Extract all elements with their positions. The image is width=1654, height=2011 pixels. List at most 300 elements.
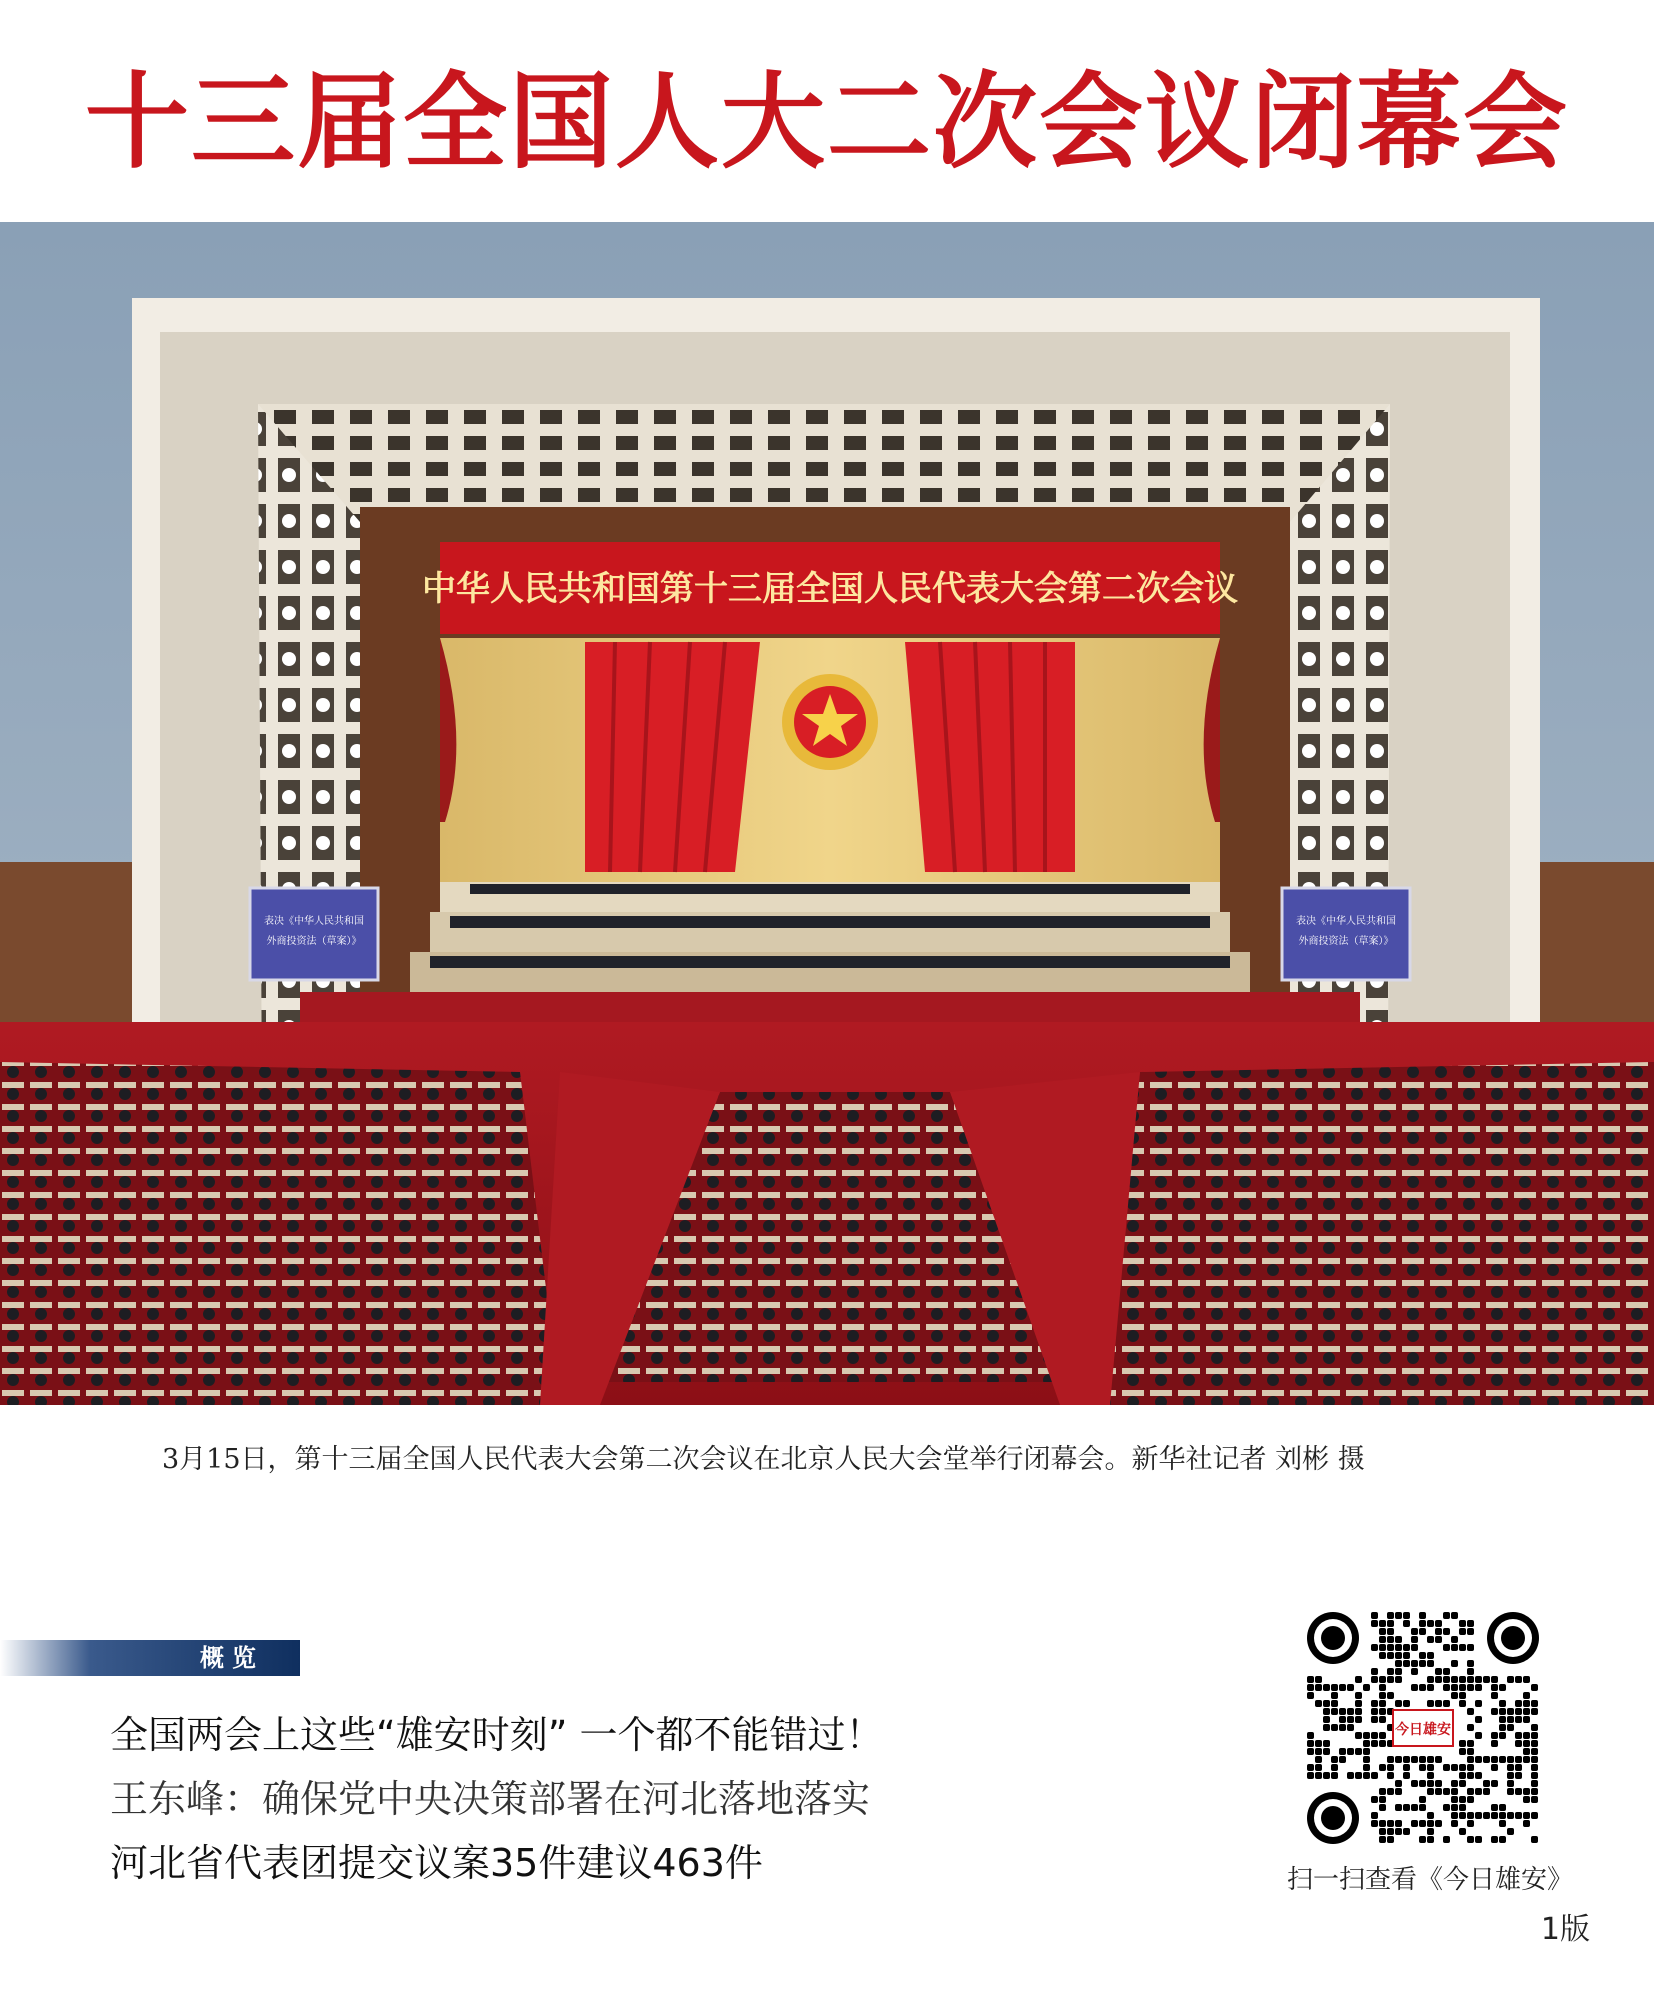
qr-module xyxy=(1315,1676,1322,1683)
qr-module xyxy=(1395,1780,1402,1787)
qr-module xyxy=(1379,1828,1386,1835)
qr-module xyxy=(1395,1636,1402,1643)
qr-module xyxy=(1475,1788,1482,1795)
qr-module xyxy=(1523,1820,1530,1827)
qr-module xyxy=(1443,1700,1450,1707)
headline-item[interactable]: 王东峰：确保党中央决策部署在河北落地落实 xyxy=(110,1777,871,1821)
qr-module xyxy=(1483,1788,1490,1795)
qr-module xyxy=(1419,1620,1426,1627)
qr-module xyxy=(1499,1804,1506,1811)
qr-module xyxy=(1515,1756,1522,1763)
qr-module xyxy=(1427,1820,1434,1827)
qr-module xyxy=(1411,1780,1418,1787)
section-header-bar xyxy=(0,1640,300,1676)
qr-module xyxy=(1315,1740,1322,1747)
qr-module xyxy=(1467,1668,1474,1675)
qr-module xyxy=(1451,1644,1458,1651)
assembly-hall-photo xyxy=(0,222,1654,1405)
banner-text: 中华人民共和国第十三届全国人民代表大会第二次会议 xyxy=(422,569,1238,609)
qr-module xyxy=(1459,1796,1466,1803)
qr-module xyxy=(1427,1652,1434,1659)
qr-module xyxy=(1387,1636,1394,1643)
headline-item[interactable]: 河北省代表团提交议案35件建议463件 xyxy=(110,1841,763,1885)
qr-module xyxy=(1467,1788,1474,1795)
qr-module xyxy=(1419,1804,1426,1811)
qr-module xyxy=(1515,1772,1522,1779)
qr-module xyxy=(1419,1780,1426,1787)
qr-module xyxy=(1435,1620,1442,1627)
qr-module xyxy=(1427,1764,1434,1771)
qr-module xyxy=(1307,1676,1314,1683)
qr-module xyxy=(1459,1700,1466,1707)
qr-module xyxy=(1395,1652,1402,1659)
qr-module xyxy=(1467,1812,1474,1819)
qr-module xyxy=(1451,1692,1458,1699)
qr-module xyxy=(1315,1772,1322,1779)
qr-module xyxy=(1411,1684,1418,1691)
qr-module xyxy=(1523,1732,1530,1739)
qr-module xyxy=(1307,1740,1314,1747)
qr-module xyxy=(1499,1724,1506,1731)
qr-module xyxy=(1507,1716,1514,1723)
qr-module xyxy=(1515,1732,1522,1739)
qr-module xyxy=(1531,1684,1538,1691)
qr-module xyxy=(1427,1788,1434,1795)
qr-module xyxy=(1379,1716,1386,1723)
qr-module xyxy=(1491,1740,1498,1747)
qr-module xyxy=(1515,1708,1522,1715)
qr-module xyxy=(1427,1660,1434,1667)
qr-module xyxy=(1451,1764,1458,1771)
qr-module xyxy=(1467,1748,1474,1755)
qr-module xyxy=(1371,1668,1378,1675)
qr-module xyxy=(1403,1644,1410,1651)
qr-module xyxy=(1443,1644,1450,1651)
qr-module xyxy=(1531,1732,1538,1739)
qr-module xyxy=(1419,1836,1426,1843)
qr-module xyxy=(1323,1684,1330,1691)
qr-module xyxy=(1491,1812,1498,1819)
qr-module xyxy=(1467,1796,1474,1803)
qr-module xyxy=(1347,1716,1354,1723)
qr-module xyxy=(1371,1772,1378,1779)
qr-module xyxy=(1379,1740,1386,1747)
qr-module xyxy=(1507,1764,1514,1771)
qr-module xyxy=(1379,1836,1386,1843)
qr-module xyxy=(1419,1756,1426,1763)
qr-module xyxy=(1499,1812,1506,1819)
qr-module xyxy=(1347,1684,1354,1691)
right-screen-line-1: 表决《中华人民共和国 xyxy=(1296,916,1396,927)
qr-module xyxy=(1531,1780,1538,1787)
qr-module xyxy=(1531,1764,1538,1771)
qr-module xyxy=(1523,1748,1530,1755)
qr-module xyxy=(1387,1692,1394,1699)
qr-module xyxy=(1427,1772,1434,1779)
qr-module xyxy=(1379,1788,1386,1795)
page-headline: 十三届全国人大二次会议闭幕会 xyxy=(84,60,1569,183)
qr-module xyxy=(1467,1740,1474,1747)
qr-module xyxy=(1379,1628,1386,1635)
qr-module xyxy=(1411,1804,1418,1811)
qr-module xyxy=(1387,1820,1394,1827)
qr-caption: 扫一扫查看《今日雄安》 xyxy=(1286,1865,1573,1895)
qr-module xyxy=(1323,1772,1330,1779)
qr-module xyxy=(1451,1796,1458,1803)
qr-module xyxy=(1419,1612,1426,1619)
qr-module xyxy=(1395,1668,1402,1675)
qr-module xyxy=(1387,1628,1394,1635)
qr-module xyxy=(1459,1644,1466,1651)
qr-module xyxy=(1491,1692,1498,1699)
qr-module xyxy=(1315,1700,1322,1707)
qr-module xyxy=(1459,1804,1466,1811)
qr-module xyxy=(1451,1684,1458,1691)
qr-module xyxy=(1355,1676,1362,1683)
qr-module xyxy=(1331,1684,1338,1691)
qr-module xyxy=(1387,1836,1394,1843)
qr-module xyxy=(1467,1684,1474,1691)
qr-module xyxy=(1403,1756,1410,1763)
qr-module xyxy=(1491,1836,1498,1843)
qr-module xyxy=(1411,1668,1418,1675)
qr-module xyxy=(1459,1740,1466,1747)
qr-module xyxy=(1331,1692,1338,1699)
qr-module xyxy=(1435,1788,1442,1795)
qr-module xyxy=(1371,1644,1378,1651)
qr-module xyxy=(1475,1772,1482,1779)
qr-module xyxy=(1387,1828,1394,1835)
qr-module xyxy=(1507,1812,1514,1819)
qr-module xyxy=(1491,1732,1498,1739)
qr-module xyxy=(1483,1676,1490,1683)
qr-module xyxy=(1467,1660,1474,1667)
qr-module xyxy=(1531,1740,1538,1747)
qr-module xyxy=(1355,1772,1362,1779)
qr-module xyxy=(1483,1756,1490,1763)
qr-module xyxy=(1483,1780,1490,1787)
qr-module xyxy=(1339,1748,1346,1755)
qr-module xyxy=(1531,1708,1538,1715)
qr-module xyxy=(1443,1764,1450,1771)
qr-module xyxy=(1347,1772,1354,1779)
qr-module xyxy=(1355,1708,1362,1715)
qr-module xyxy=(1499,1708,1506,1715)
qr-module xyxy=(1371,1612,1378,1619)
qr-module xyxy=(1459,1628,1466,1635)
qr-module xyxy=(1371,1796,1378,1803)
qr-module xyxy=(1443,1684,1450,1691)
qr-module xyxy=(1339,1724,1346,1731)
qr-module xyxy=(1355,1748,1362,1755)
qr-module xyxy=(1323,1748,1330,1755)
qr-module xyxy=(1523,1756,1530,1763)
qr-module xyxy=(1419,1820,1426,1827)
qr-module xyxy=(1467,1620,1474,1627)
qr-module xyxy=(1443,1788,1450,1795)
qr-module xyxy=(1307,1748,1314,1755)
qr-module xyxy=(1411,1628,1418,1635)
qr-module xyxy=(1371,1732,1378,1739)
qr-module xyxy=(1395,1660,1402,1667)
qr-module xyxy=(1307,1772,1314,1779)
qr-module xyxy=(1395,1676,1402,1683)
qr-module xyxy=(1315,1756,1322,1763)
qr-module xyxy=(1411,1660,1418,1667)
qr-module xyxy=(1387,1668,1394,1675)
qr-module xyxy=(1419,1652,1426,1659)
qr-module xyxy=(1475,1684,1482,1691)
headline-item[interactable]: 全国两会上这些“雄安时刻” 一个都不能错过！ xyxy=(110,1713,884,1757)
qr-module xyxy=(1507,1780,1514,1787)
qr-module xyxy=(1371,1700,1378,1707)
qr-module xyxy=(1403,1804,1410,1811)
qr-module xyxy=(1523,1812,1530,1819)
qr-module xyxy=(1331,1708,1338,1715)
qr-module xyxy=(1499,1732,1506,1739)
qr-module xyxy=(1363,1772,1370,1779)
qr-module xyxy=(1459,1676,1466,1683)
qr-module xyxy=(1307,1732,1314,1739)
qr-module xyxy=(1467,1836,1474,1843)
qr-module xyxy=(1475,1756,1482,1763)
qr-module xyxy=(1427,1684,1434,1691)
qr-module xyxy=(1379,1652,1386,1659)
qr-module xyxy=(1315,1748,1322,1755)
qr-module xyxy=(1411,1644,1418,1651)
qr-module xyxy=(1507,1772,1514,1779)
qr-module xyxy=(1515,1716,1522,1723)
qr-module xyxy=(1347,1724,1354,1731)
qr-module xyxy=(1411,1820,1418,1827)
qr-module xyxy=(1451,1820,1458,1827)
qr-module xyxy=(1371,1820,1378,1827)
qr-module xyxy=(1475,1716,1482,1723)
qr-module xyxy=(1475,1812,1482,1819)
qr-module xyxy=(1419,1628,1426,1635)
qr-module xyxy=(1499,1716,1506,1723)
qr-module xyxy=(1443,1804,1450,1811)
qr-module xyxy=(1515,1788,1522,1795)
page-number: 1版 xyxy=(1540,1912,1590,1947)
qr-module xyxy=(1451,1788,1458,1795)
qr-module xyxy=(1467,1708,1474,1715)
qr-module xyxy=(1523,1692,1530,1699)
qr-module xyxy=(1395,1828,1402,1835)
qr-module xyxy=(1491,1708,1498,1715)
qr-module xyxy=(1323,1740,1330,1747)
qr-module xyxy=(1403,1612,1410,1619)
qr-module xyxy=(1387,1772,1394,1779)
qr-module xyxy=(1475,1676,1482,1683)
qr-module xyxy=(1387,1764,1394,1771)
qr-module xyxy=(1451,1804,1458,1811)
qr-module xyxy=(1467,1676,1474,1683)
qr-module xyxy=(1379,1796,1386,1803)
qr-module xyxy=(1499,1684,1506,1691)
qr-module xyxy=(1507,1788,1514,1795)
qr-module xyxy=(1331,1764,1338,1771)
qr-module xyxy=(1507,1724,1514,1731)
qr-module xyxy=(1419,1684,1426,1691)
qr-module xyxy=(1427,1700,1434,1707)
qr-module xyxy=(1387,1644,1394,1651)
qr-module xyxy=(1459,1620,1466,1627)
qr-module xyxy=(1459,1764,1466,1771)
left-screen-line-2: 外商投资法（草案）》 xyxy=(266,936,362,947)
qr-module xyxy=(1379,1700,1386,1707)
qr-module xyxy=(1507,1828,1514,1835)
qr-module xyxy=(1371,1708,1378,1715)
qr-module xyxy=(1483,1812,1490,1819)
qr-module xyxy=(1427,1676,1434,1683)
qr-module xyxy=(1339,1708,1346,1715)
qr-module xyxy=(1467,1644,1474,1651)
qr-module xyxy=(1459,1684,1466,1691)
qr-module xyxy=(1427,1828,1434,1835)
qr-module xyxy=(1363,1732,1370,1739)
qr-module xyxy=(1323,1700,1330,1707)
qr-module xyxy=(1435,1668,1442,1675)
qr-module xyxy=(1371,1676,1378,1683)
qr-module xyxy=(1371,1740,1378,1747)
qr-module xyxy=(1323,1724,1330,1731)
qr-module xyxy=(1523,1708,1530,1715)
qr-module xyxy=(1515,1700,1522,1707)
qr-module xyxy=(1331,1724,1338,1731)
qr-module xyxy=(1363,1764,1370,1771)
qr-module xyxy=(1531,1796,1538,1803)
qr-module xyxy=(1531,1788,1538,1795)
qr-module xyxy=(1459,1748,1466,1755)
headline-list xyxy=(110,1710,1210,1902)
qr-module xyxy=(1475,1836,1482,1843)
qr-module xyxy=(1443,1836,1450,1843)
qr-module xyxy=(1379,1620,1386,1627)
qr-module xyxy=(1387,1652,1394,1659)
section-label: 概览 xyxy=(200,1644,264,1672)
qr-module xyxy=(1467,1756,1474,1763)
qr-module xyxy=(1427,1620,1434,1627)
qr-module xyxy=(1499,1820,1506,1827)
qr-module xyxy=(1515,1764,1522,1771)
qr-module xyxy=(1419,1660,1426,1667)
qr-module xyxy=(1491,1756,1498,1763)
qr-module xyxy=(1451,1676,1458,1683)
qr-module xyxy=(1459,1772,1466,1779)
qr-module xyxy=(1387,1788,1394,1795)
qr-module xyxy=(1379,1644,1386,1651)
qr-module xyxy=(1435,1820,1442,1827)
photo-caption: 3月15日，第十三届全国人民代表大会第二次会议在北京人民大会堂举行闭幕会。新华社记者 刘彬 摄 xyxy=(162,1444,1365,1475)
qr-module xyxy=(1339,1684,1346,1691)
qr-module xyxy=(1435,1636,1442,1643)
qr-module xyxy=(1435,1700,1442,1707)
qr-module xyxy=(1379,1708,1386,1715)
qr-module xyxy=(1531,1836,1538,1843)
qr-module xyxy=(1355,1716,1362,1723)
qr-module xyxy=(1459,1812,1466,1819)
qr-module xyxy=(1331,1772,1338,1779)
qr-module xyxy=(1531,1724,1538,1731)
qr-module xyxy=(1363,1684,1370,1691)
qr-module xyxy=(1451,1780,1458,1787)
qr-module xyxy=(1515,1812,1522,1819)
qr-module xyxy=(1419,1764,1426,1771)
qr-module xyxy=(1387,1620,1394,1627)
qr-center-label: 今日雄安 xyxy=(1395,1722,1451,1738)
qr-module xyxy=(1307,1692,1314,1699)
qr-module xyxy=(1435,1780,1442,1787)
qr-module xyxy=(1467,1764,1474,1771)
qr-module xyxy=(1491,1780,1498,1787)
qr-module xyxy=(1515,1740,1522,1747)
qr-module xyxy=(1395,1612,1402,1619)
qr-module xyxy=(1491,1804,1498,1811)
qr-module xyxy=(1379,1636,1386,1643)
qr-module xyxy=(1387,1756,1394,1763)
qr-module xyxy=(1403,1652,1410,1659)
qr-module xyxy=(1459,1692,1466,1699)
qr-module xyxy=(1395,1820,1402,1827)
qr-module xyxy=(1523,1700,1530,1707)
qr-module xyxy=(1347,1708,1354,1715)
qr-module xyxy=(1443,1628,1450,1635)
qr-module xyxy=(1427,1836,1434,1843)
qr-module xyxy=(1379,1804,1386,1811)
qr-module xyxy=(1531,1772,1538,1779)
qr-module xyxy=(1531,1812,1538,1819)
qr-module xyxy=(1507,1676,1514,1683)
qr-code[interactable] xyxy=(1305,1610,1541,1846)
right-screen-line-2: 外商投资法（草案）》 xyxy=(1298,936,1394,947)
qr-module xyxy=(1339,1756,1346,1763)
left-screen-line-1: 表决《中华人民共和国 xyxy=(264,916,364,927)
qr-module xyxy=(1363,1740,1370,1747)
qr-module xyxy=(1395,1700,1402,1707)
qr-module xyxy=(1475,1700,1482,1707)
qr-module xyxy=(1363,1748,1370,1755)
qr-module xyxy=(1331,1700,1338,1707)
qr-module xyxy=(1531,1748,1538,1755)
qr-module xyxy=(1531,1700,1538,1707)
qr-module xyxy=(1323,1708,1330,1715)
qr-module xyxy=(1427,1812,1434,1819)
qr-module xyxy=(1387,1676,1394,1683)
qr-module xyxy=(1499,1700,1506,1707)
qr-module xyxy=(1451,1636,1458,1643)
qr-module xyxy=(1403,1764,1410,1771)
qr-module xyxy=(1403,1620,1410,1627)
qr-module xyxy=(1395,1644,1402,1651)
qr-module xyxy=(1363,1756,1370,1763)
qr-module xyxy=(1523,1716,1530,1723)
qr-module xyxy=(1523,1788,1530,1795)
qr-module xyxy=(1403,1772,1410,1779)
qr-module xyxy=(1451,1660,1458,1667)
qr-module xyxy=(1443,1676,1450,1683)
qr-module xyxy=(1531,1756,1538,1763)
qr-module xyxy=(1323,1716,1330,1723)
qr-module xyxy=(1411,1756,1418,1763)
qr-module xyxy=(1331,1756,1338,1763)
qr-module xyxy=(1315,1764,1322,1771)
qr-module xyxy=(1379,1676,1386,1683)
qr-module xyxy=(1435,1628,1442,1635)
qr-module xyxy=(1443,1668,1450,1675)
qr-module xyxy=(1339,1716,1346,1723)
qr-module xyxy=(1435,1676,1442,1683)
